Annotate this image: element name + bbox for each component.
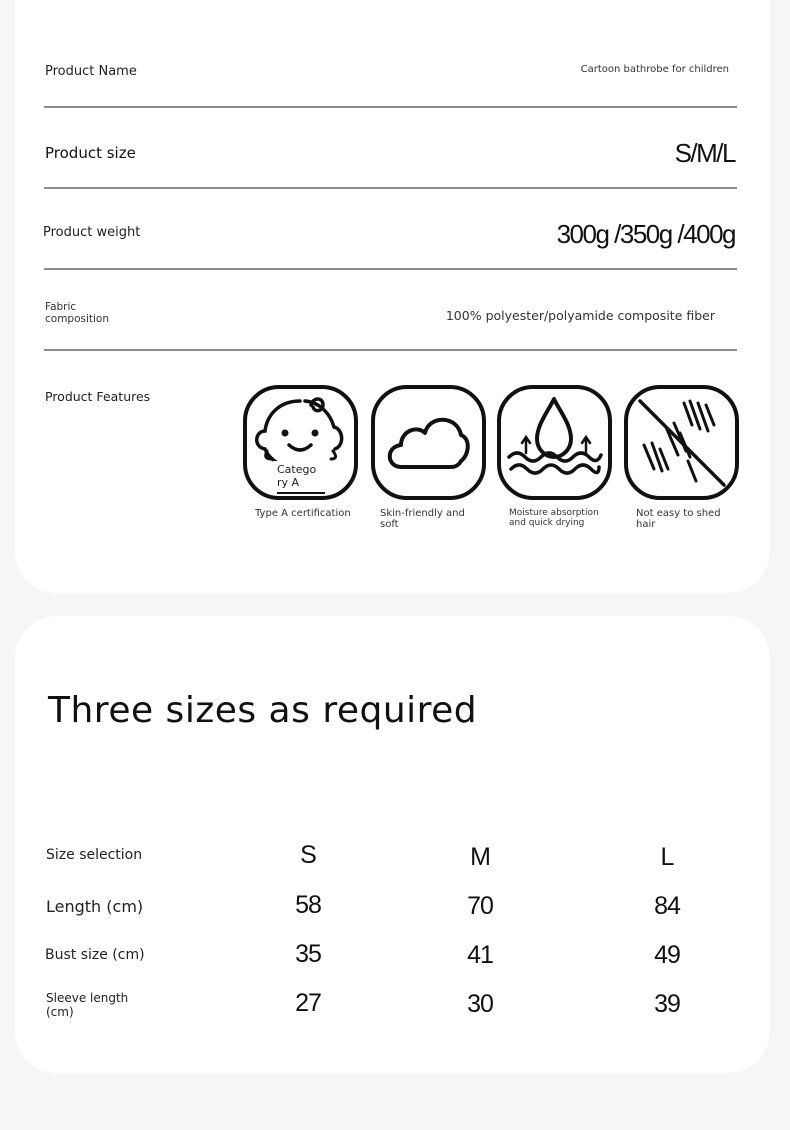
product-spec-card bbox=[15, 0, 770, 593]
fabric-composition-value: 100% polyester/polyamide composite fiber bbox=[445, 308, 715, 323]
sleeve-s-value: 27 bbox=[295, 989, 321, 1017]
product-features-label: Product Features bbox=[45, 389, 151, 404]
water-drop-icon bbox=[497, 385, 613, 501]
feature-caption: Type A certification bbox=[255, 508, 351, 519]
category-a-badge: Catego ry A bbox=[277, 463, 317, 489]
bust-size-label: Bust size (cm) bbox=[45, 947, 145, 963]
bust-s-value: 35 bbox=[295, 940, 321, 968]
sleeve-length-label: Sleeve length (cm) bbox=[46, 991, 129, 1019]
section-title: Three sizes as required bbox=[48, 690, 478, 731]
size-selection-label: Size selection bbox=[46, 847, 143, 863]
bust-l-value: 49 bbox=[654, 941, 680, 969]
feature-moisture-absorption bbox=[497, 385, 613, 528]
divider bbox=[44, 268, 737, 270]
size-header-s: S bbox=[300, 841, 316, 869]
length-l-value: 84 bbox=[654, 892, 680, 920]
sleeve-m-value: 30 bbox=[467, 990, 493, 1018]
size-header-m: M bbox=[470, 843, 490, 871]
feature-caption: Not easy to shed hair bbox=[636, 508, 721, 530]
sleeve-l-value: 39 bbox=[654, 990, 680, 1018]
divider bbox=[44, 106, 737, 108]
product-weight-label: Product weight bbox=[43, 225, 141, 240]
product-size-label: Product size bbox=[45, 144, 136, 162]
feature-caption: Skin-friendly and soft bbox=[380, 508, 465, 530]
no-shed-hair-icon bbox=[624, 385, 740, 501]
fabric-composition-label: Fabric composition bbox=[45, 301, 110, 325]
product-name-value: Cartoon bathrobe for children bbox=[580, 64, 729, 75]
product-name-label: Product Name bbox=[45, 64, 137, 79]
product-weight-value: 300g /350g /400g bbox=[556, 219, 735, 249]
length-s-value: 58 bbox=[295, 891, 321, 919]
length-label: Length (cm) bbox=[46, 897, 144, 916]
feature-caption: Moisture absorption and quick drying bbox=[509, 508, 599, 528]
product-size-value: S/M/L bbox=[674, 138, 735, 168]
feature-type-a bbox=[243, 385, 359, 519]
cloud-icon bbox=[371, 385, 487, 501]
length-m-value: 70 bbox=[467, 892, 493, 920]
size-header-l: L bbox=[660, 843, 674, 871]
feature-no-shed-hair bbox=[624, 385, 740, 530]
divider bbox=[44, 349, 737, 351]
feature-skin-friendly bbox=[371, 385, 487, 530]
divider bbox=[44, 187, 737, 189]
bust-m-value: 41 bbox=[467, 941, 493, 969]
